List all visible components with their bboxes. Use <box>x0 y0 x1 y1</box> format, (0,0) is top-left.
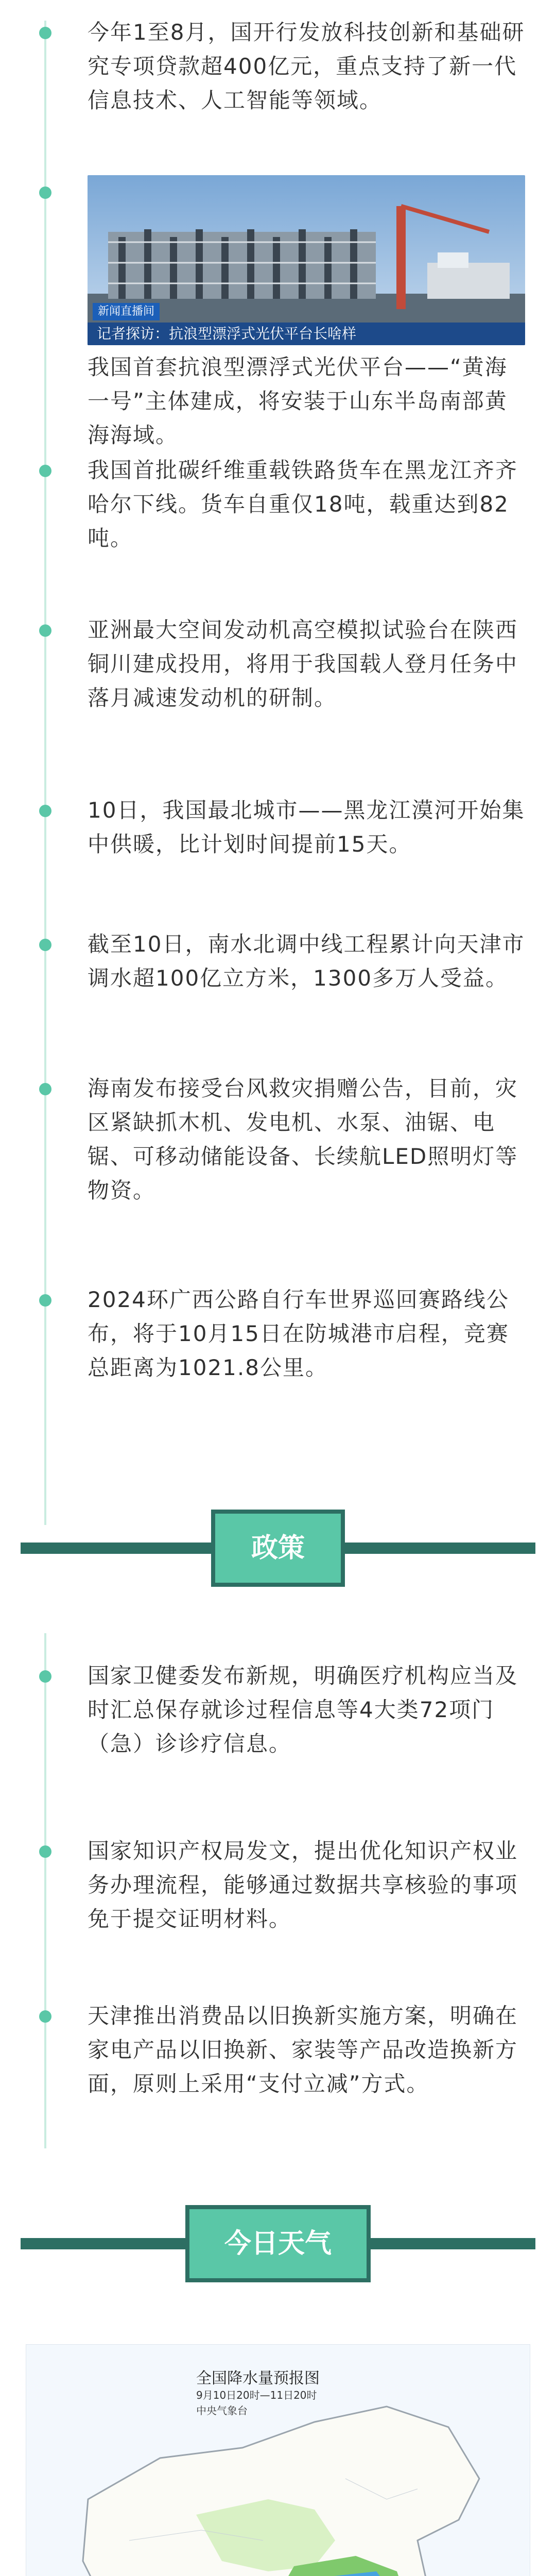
news-text: 2024环广西公路自行车世界巡回赛路线公布，将于10月15日在防城港市启程，竞赛总距离为1021.8公里。 <box>88 1287 509 1380</box>
map-subtitle: 9月10日20时—11日20时 <box>196 2389 317 2401</box>
policy-section-header <box>21 1510 535 1587</box>
news-text: 截至10日，南水北调中线工程累计向天津市调水超100亿立方米，1300多万人受益。 <box>88 931 525 991</box>
video-thumbnail[interactable] <box>88 175 525 345</box>
news-text: 10日，我国最北城市——黑龙江漠河开始集中供暖，比计划时间提前15天。 <box>88 798 525 857</box>
video-channel-tag: 新闻直播间 <box>93 303 160 320</box>
timeline-dot <box>39 187 51 199</box>
timeline-dot <box>39 27 51 39</box>
policy-text: 国家知识产权局发文，提出优化知识产权业务办理流程，能够通过数据共享核验的事项免于提交证明材料。 <box>88 1838 518 1931</box>
news-text: 我国首批碳纤维重载铁路货车在黑龙江齐齐哈尔下线。货车自重仅18吨，载重达到82吨。 <box>88 457 518 551</box>
timeline-dot <box>39 465 51 477</box>
policy-timeline <box>44 1633 46 2148</box>
map-title: 全国降水量预报图 <box>196 2369 320 2387</box>
section-title: 今日天气 <box>185 2205 371 2282</box>
weather-section-header <box>21 2205 535 2282</box>
timeline-dot <box>39 1670 51 1683</box>
policy-text: 国家卫健委发布新规，明确医疗机构应当及时汇总保存就诊过程信息等4大类72项门（急）诊诊疗信息。 <box>88 1663 518 1756</box>
precipitation-forecast-map <box>26 2344 530 2576</box>
news-text: 海南发布接受台风救灾捐赠公告，目前，灾区紧缺抓木机、发电机、水泵、油锯、电锯、可移动储能设备、长续航LED照明灯等物资。 <box>88 1076 518 1203</box>
news-text: 今年1至8月，国开行发放科技创新和基础研究专项贷款超400亿元，重点支持了新一代信息技术、人工智能等领域。 <box>88 20 525 113</box>
map-agency: 中央气象台 <box>196 2404 248 2417</box>
timeline-dot <box>39 805 51 817</box>
news-text: 我国首套抗浪型漂浮式光伏平台——“黄海一号”主体建成，将安装于山东半岛南部黄海海域。 <box>88 354 508 448</box>
timeline-dot <box>39 939 51 951</box>
timeline-dot <box>39 624 51 637</box>
timeline-dot <box>39 1294 51 1307</box>
video-caption: 记者探访：抗浪型漂浮式光伏平台长啥样 <box>88 323 525 345</box>
policy-text: 天津推出消费品以旧换新实施方案，明确在家电产品以旧换新、家装等产品改造换新方面，原则上采用“支付立减”方式。 <box>88 2003 518 2096</box>
news-text: 亚洲最大空间发动机高空模拟试验台在陕西铜川建成投用，将用于我国载人登月任务中落月减速发动机的研制。 <box>88 617 518 710</box>
timeline-dot <box>39 2010 51 2023</box>
timeline-dot <box>39 1083 51 1095</box>
section-title: 政策 <box>211 1510 345 1587</box>
timeline-dot <box>39 1845 51 1858</box>
